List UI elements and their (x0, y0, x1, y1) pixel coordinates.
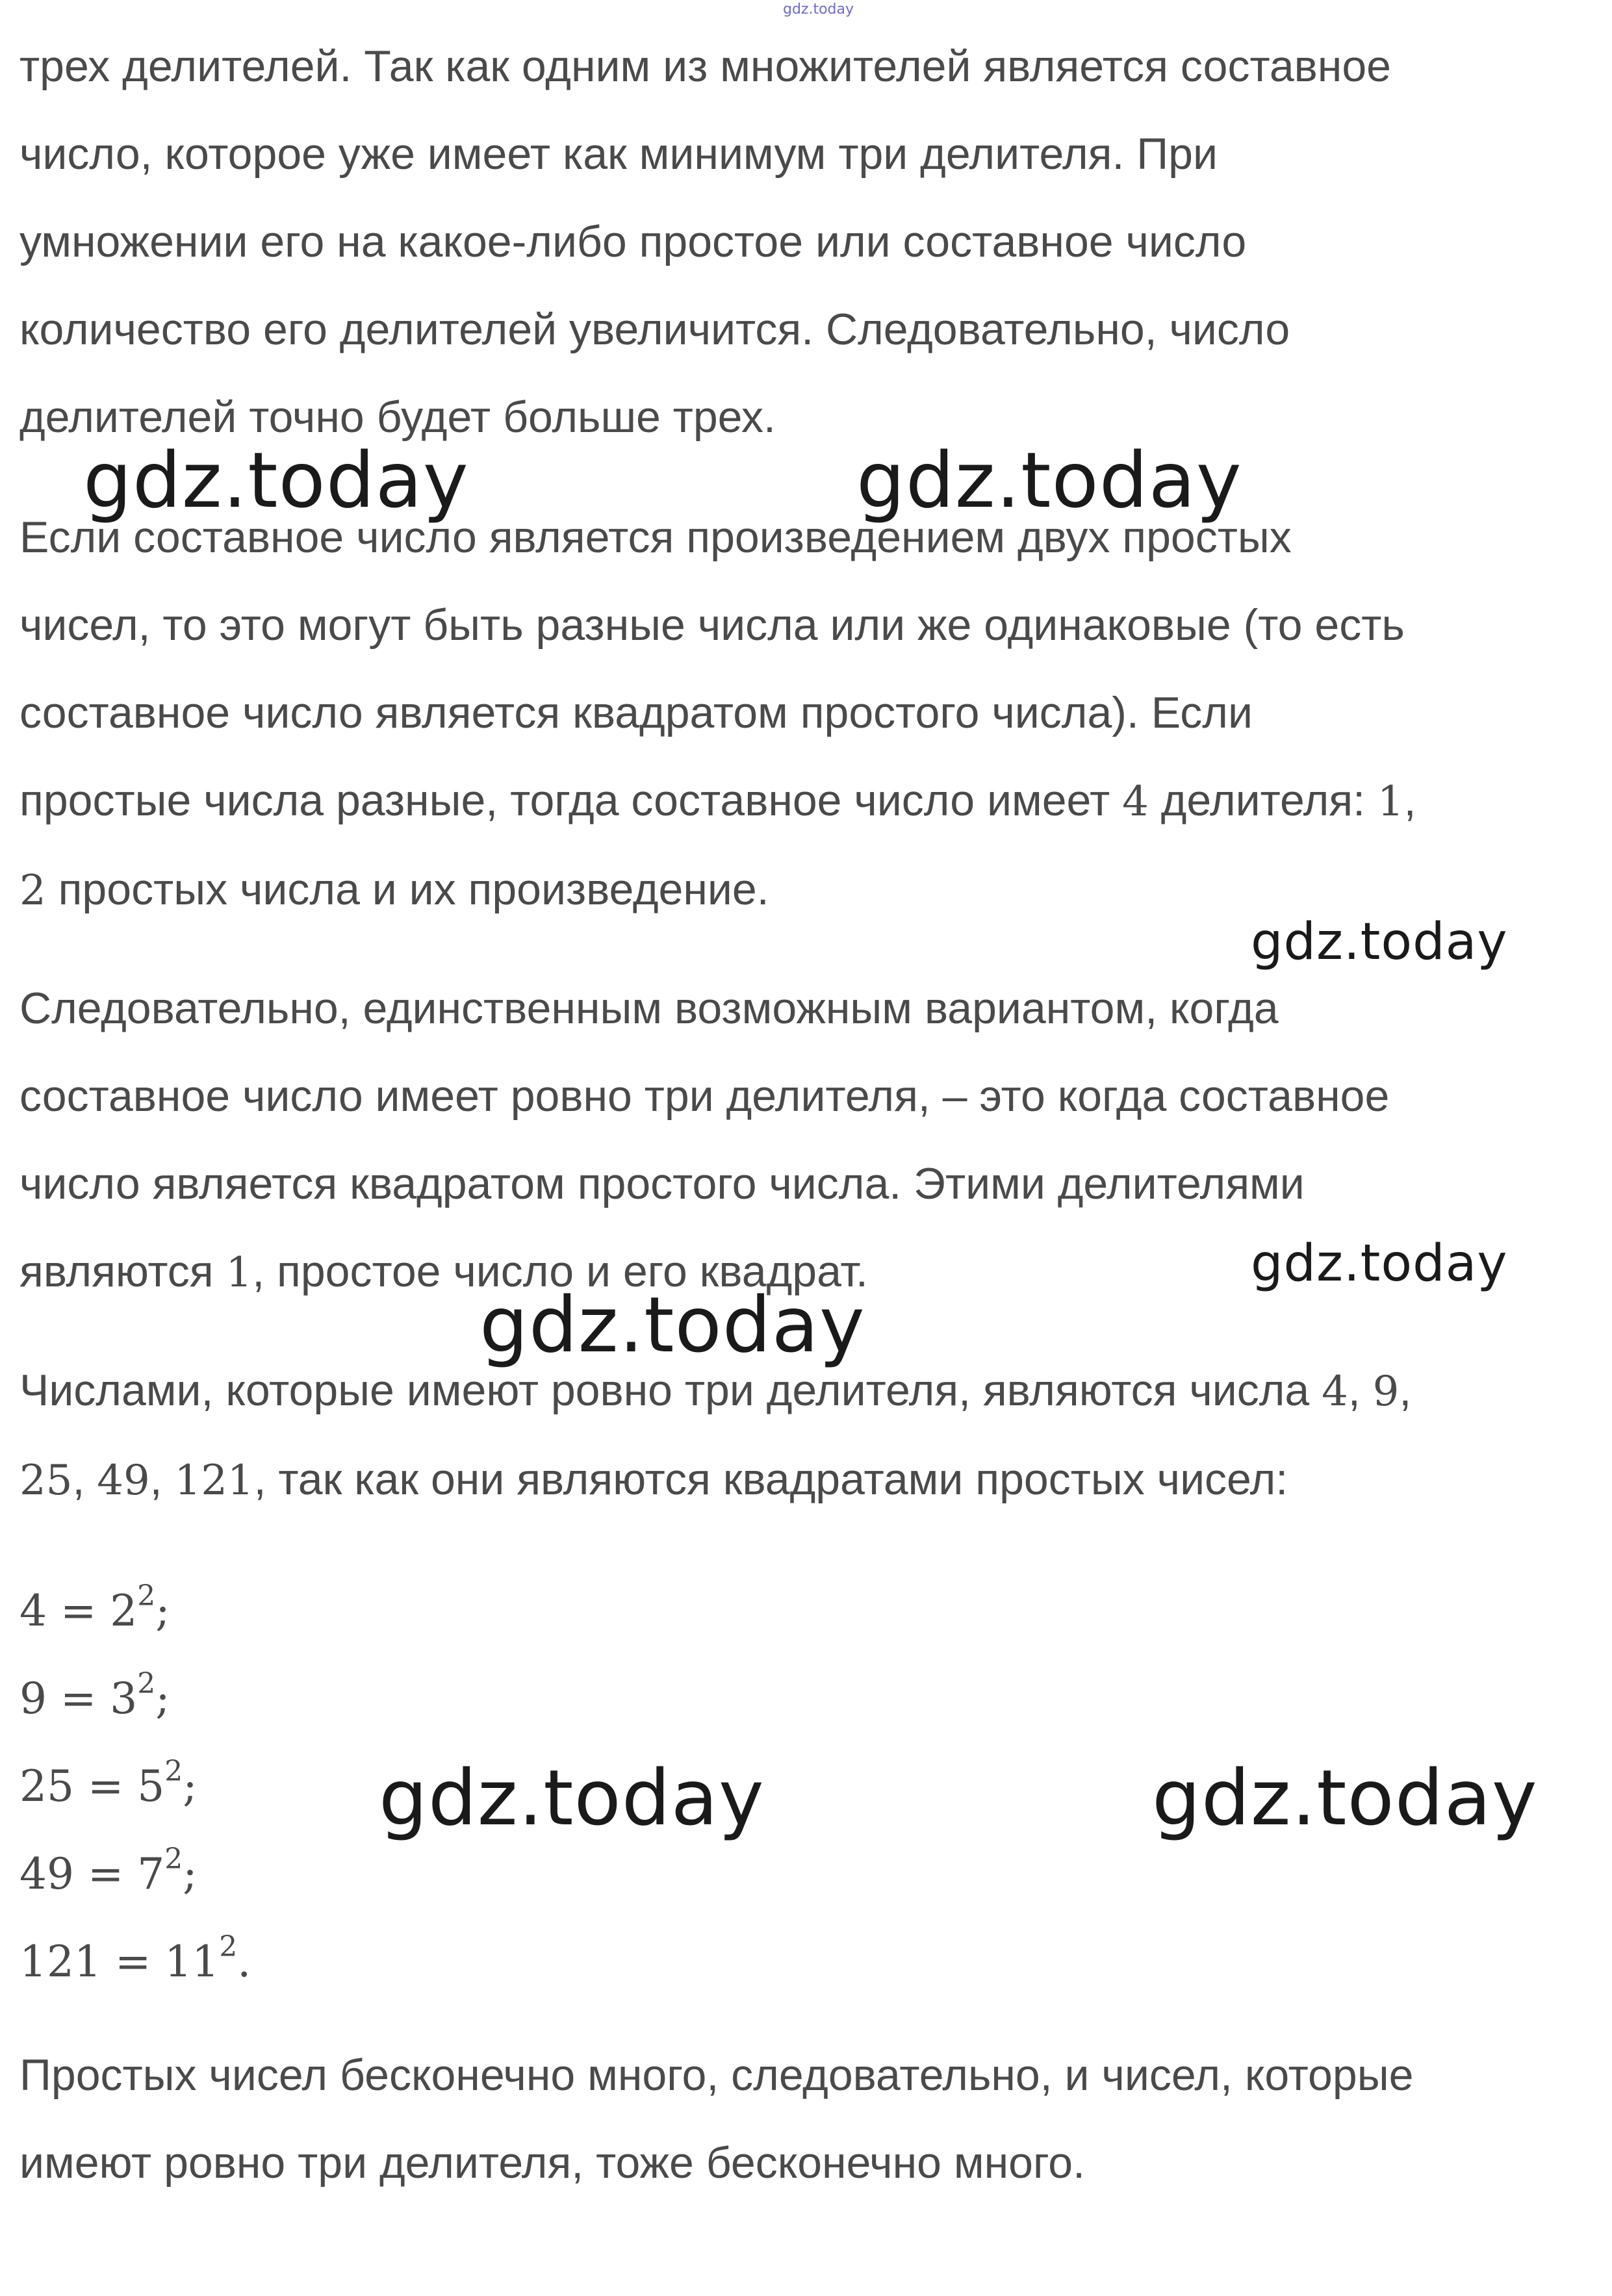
watermark: gdz.today (1152, 1753, 1538, 1843)
watermark: gdz.today (480, 1280, 865, 1370)
text-line: Если составное число является произведением двух простых (19, 513, 1292, 562)
top-watermark: gdz.today (783, 1, 854, 18)
equation-lhs: 4 (19, 1586, 47, 1636)
equation-end: ; (183, 1761, 198, 1811)
paragraph-5 (19, 2032, 1598, 2207)
text-line: имеют ровно три делителя, тоже бесконечно много. (19, 2138, 1086, 2188)
text-run: , (1399, 1366, 1412, 1415)
text-run: , (72, 1455, 97, 1504)
equation-lhs: 121 (19, 1937, 101, 1987)
text-line: трех делителей. Так как одним из множителей является составное (19, 42, 1391, 91)
equals-sign: = (114, 1937, 151, 1987)
equals-sign: = (87, 1761, 124, 1811)
text-line: число является квадратом простого числа. Этими делителями (19, 1159, 1305, 1208)
watermark: gdz.today (856, 435, 1242, 525)
equals-sign: = (60, 1586, 97, 1636)
watermark: gdz.today (1251, 913, 1508, 971)
text-line: чисел, то это могут быть разные числа или же одинаковые (то есть (19, 600, 1405, 650)
number: 1 (225, 1249, 253, 1297)
equation-exponent: 2 (164, 1843, 183, 1876)
number: 49 (97, 1457, 150, 1505)
equation-end: ; (155, 1674, 170, 1724)
equation-exponent: 2 (137, 1667, 156, 1700)
text-line (19, 1436, 1598, 1525)
equation-base: 11 (164, 1937, 220, 1987)
equation-end: ; (155, 1586, 170, 1636)
text-run: простые числа разные, тогда составное число имеет (19, 776, 1123, 825)
text-line: Следовательно, единственным возможным вариантом, когда (19, 984, 1279, 1033)
number: 4 (1122, 778, 1149, 826)
equation (19, 1557, 170, 1655)
text-run: , (1403, 776, 1416, 825)
watermark: gdz.today (1251, 1234, 1508, 1293)
equation-exponent: 2 (137, 1579, 156, 1613)
number: 2 (19, 867, 46, 915)
text-run: , (149, 1455, 175, 1504)
number: 121 (174, 1457, 254, 1505)
equation (19, 1820, 198, 1918)
watermark: gdz.today (83, 435, 469, 525)
equation (19, 1908, 251, 2006)
equation-end: . (237, 1937, 251, 1987)
text-run: делителя: (1148, 776, 1377, 825)
equation (19, 1733, 198, 1830)
number: 4 (1322, 1368, 1348, 1416)
text-line: составное число является квадратом простого числа). Если (19, 688, 1253, 737)
paragraph-1 (19, 23, 1598, 461)
equation-lhs: 9 (19, 1674, 47, 1724)
text-run: , так как они являются квадратами простых чисел: (253, 1455, 1288, 1504)
text-line: количество его делителей увеличится. Следовательно, число (19, 305, 1290, 354)
text-run: , простое число и его квадрат. (252, 1247, 868, 1296)
paragraph-4 (19, 1347, 1598, 1525)
text-line: составное число имеет ровно три делителя, – это когда составное (19, 1071, 1390, 1121)
text-line: умножении его на какое-либо простое или составное число (19, 217, 1247, 266)
number: 9 (1372, 1368, 1400, 1416)
text-line (19, 757, 1598, 846)
watermark: gdz.today (379, 1753, 765, 1843)
equation-base: 2 (110, 1586, 138, 1636)
equation-base: 5 (137, 1761, 165, 1811)
equation-end: ; (183, 1849, 198, 1899)
number: 25 (19, 1457, 73, 1505)
equation-exponent: 2 (164, 1755, 183, 1788)
equation-lhs: 25 (19, 1761, 74, 1811)
equation-base: 3 (110, 1674, 138, 1724)
equation-base: 7 (137, 1849, 165, 1899)
equation (19, 1645, 170, 1742)
text-run: , (1348, 1366, 1373, 1415)
text-line: делителей точно будет больше трех. (19, 392, 776, 442)
equals-sign: = (60, 1674, 97, 1724)
equals-sign: = (87, 1849, 124, 1899)
text-line: число, которое уже имеет как минимум три делителя. При (19, 129, 1218, 179)
equation-lhs: 49 (19, 1849, 74, 1899)
text-line: Простых чисел бесконечно много, следовательно, и чисел, которые (19, 2050, 1414, 2100)
equation-exponent: 2 (219, 1930, 238, 1963)
text-run: являются (19, 1247, 226, 1296)
paragraph-2 (19, 494, 1598, 935)
number: 1 (1377, 778, 1404, 826)
text-run: простых числа и их произведение. (45, 865, 769, 914)
text-run: Числами, которые имеют ровно три делителя, являются числа (19, 1366, 1322, 1415)
